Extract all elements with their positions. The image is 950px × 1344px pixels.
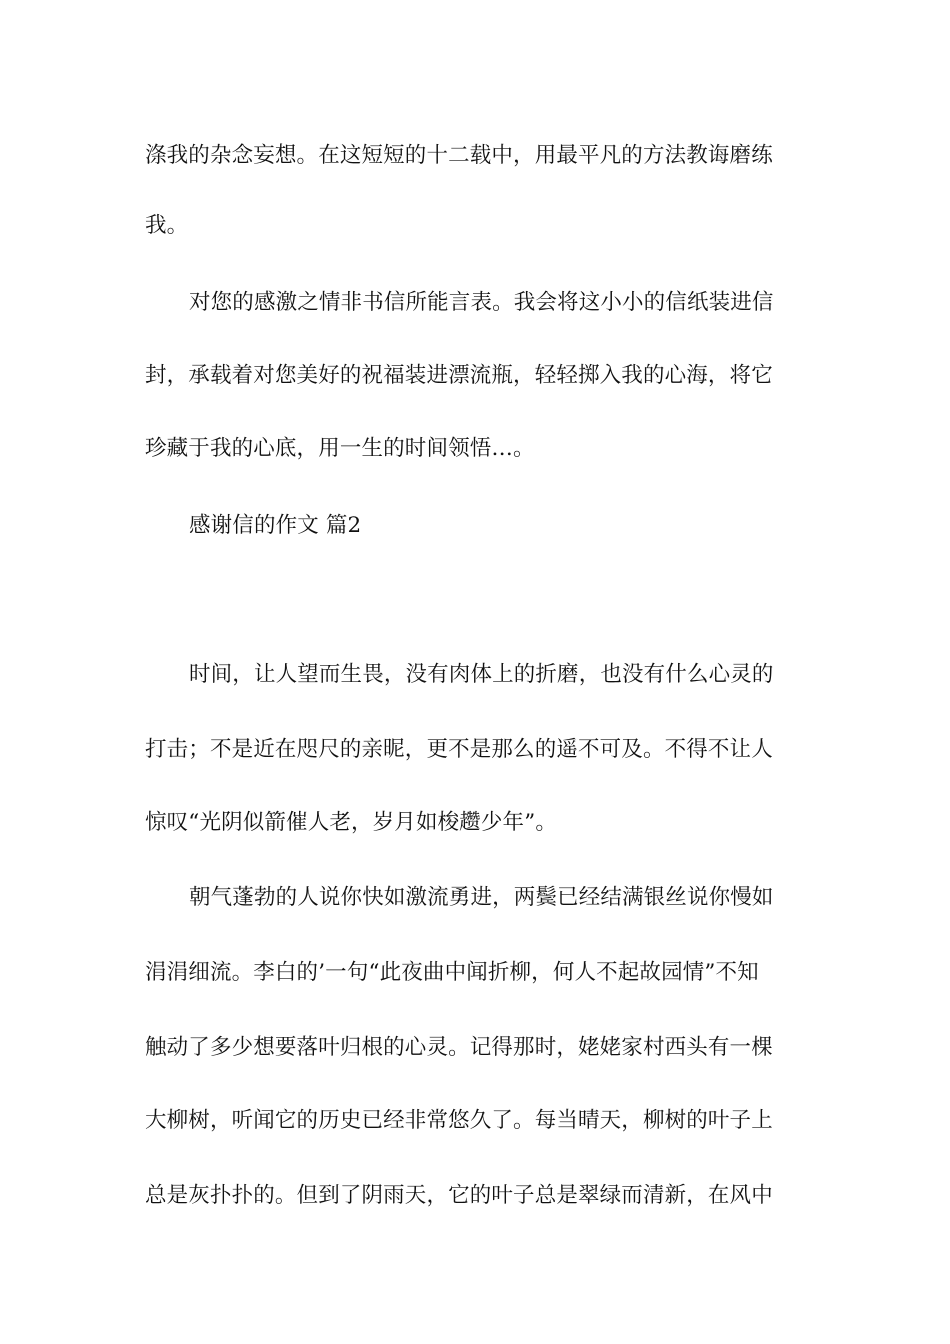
paragraph-line: 涤我的杂念妄想。在这短短的十二载中，用最平凡的方法教诲磨练	[145, 143, 773, 168]
paragraph-line: 对您的感激之情非书信所能言表。我会将这小小的信纸装进信	[189, 290, 774, 315]
paragraph-line: 时间，让人望而生畏，没有肉体上的折磨，也没有什么心灵的	[189, 662, 774, 687]
paragraph-line: 我。	[145, 213, 189, 238]
paragraph-line: 触动了多少想要落叶归根的心灵。记得那时，姥姥家村西头有一棵	[145, 1035, 773, 1060]
section-heading: 感谢信的作文 篇2	[189, 513, 362, 538]
paragraph-line: 涓涓细流。李白的’一句“此夜曲中闻折柳，何人不起故园情”不知	[145, 960, 759, 985]
paragraph-line: 珍藏于我的心底，用一生的时间领悟…。	[145, 436, 535, 461]
paragraph-line: 大柳树，听闻它的历史已经非常悠久了。每当晴天，柳树的叶子上	[145, 1108, 773, 1133]
paragraph-line: 封，承载着对您美好的祝福装进漂流瓶，轻轻掷入我的心海，将它	[145, 363, 773, 388]
paragraph-line: 惊叹“光阴似箭催人老，岁月如梭趱少年”。	[145, 810, 557, 835]
paragraph-line: 朝气蓬勃的人说你快如激流勇进，两鬓已经结满银丝说你慢如	[189, 885, 774, 910]
paragraph-line: 总是灰扑扑的。但到了阴雨天，它的叶子总是翠绿而清新，在风中	[145, 1183, 773, 1208]
paragraph-line: 打击；不是近在咫尺的亲昵，更不是那么的遥不可及。不得不让人	[145, 737, 773, 762]
